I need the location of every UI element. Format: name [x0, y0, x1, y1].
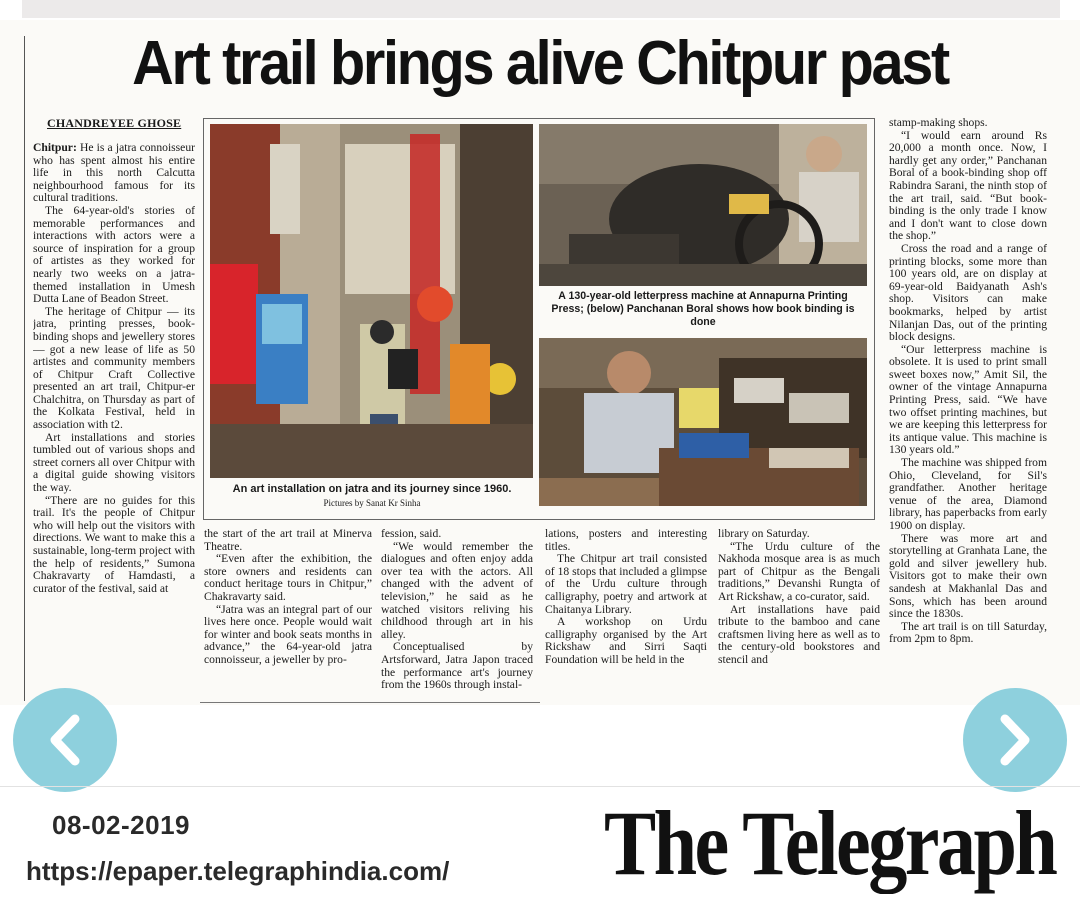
paragraph: The 64-year-old's stories of memorable performances and interactions with actors were a source of inspiration for a group of artistes as they worked for nearly two weeks on a jatra-themed installation in Umesh Dutta Lane of Beadon Street.: [33, 203, 195, 306]
letterpress-photo: [539, 124, 867, 286]
paragraph: There was more art and storytelling at Granhata Lane, the gold and silver jewellery hub. Visitors got to make their own sandesh at Makhanlal Das and Sons, which has been around since the 1830s.: [889, 531, 1047, 621]
paragraph: Cross the road and a range of printing blocks, some more than 100 years old, are on display at 69-year-old Baidyanath Ash's shop. Visitors can make bookmarks, helped by artist Nilanjan Das, out of the printing block designs.: [889, 241, 1047, 344]
paragraph: “Even after the exhibition, the store owners and residents can conduct heritage tours in Chitpur,” Chakravarty said.: [204, 552, 372, 603]
paragraph: A workshop on Urdu calligraphy organised by the Art Rickshaw and Sirri Saqti Foundation will be held in the: [545, 615, 707, 666]
paragraph: Conceptualised by Artsforward, Jatra Japon traced the performance art's journey from the 1960s through instal-: [381, 640, 533, 692]
paragraph: “I would earn around Rs 20,000 a month once. Now, I hardly get any order,” Panchanan Boral of a book-binding shop off Rabindra Sarani, the ninth stop of the art trail, said. “But book-binding is the only trade I know and I don't want to close down the shop.”: [889, 128, 1047, 243]
article-column-6: [889, 117, 1047, 700]
article-column-2: [204, 528, 372, 700]
source-url: https://epaper.telegraphindia.com/: [26, 856, 450, 886]
paragraph: The heritage of Chitpur — its jatra, printing presses, book-binding shops and jewellery stores — got a new lease of life as 50 artistes and community members of Chitpur Craft Collective presented an art trail, Chitpur-er Chalchitra, on Thursday as part of the Kolkata Festival, held in association with t2.: [33, 304, 195, 432]
paragraph: “We would remember the dialogues and often enjoy adda over tea with the actors. All changed with the advent of television,” he said as he watched visitors reliving his childhood through art in his alley.: [381, 539, 533, 641]
paragraph: Art installations and stories tumbled out of various shops and street corners all over Chitpur with a digital guide showing visitors the way.: [33, 430, 195, 495]
article-column-4: [545, 528, 707, 700]
article-column-5: [718, 528, 880, 700]
chevron-right-icon: [995, 713, 1035, 767]
dateline: Chitpur:: [33, 142, 77, 154]
paragraph: stamp-making shops.: [889, 117, 988, 129]
paragraph: “Our letterpress machine is obsolete. It is used to print small sweet boxes now,” Amit Sil, the owner of the vintage Annapurna Printing Press, said. “We have two offset printing machines, but we are keeping this letterpress for its antique value. This machine is 130 years old.”: [889, 342, 1047, 457]
article-column-3: [381, 528, 533, 700]
paragraph: “The Urdu culture of the Nakhoda mosque area is as much part of Chitpur as the Bengali traditions,” Devanshi Rungta of Art Rickshaw, a co-curator, said.: [718, 539, 880, 603]
photo-caption: An art installation on jatra and its journey since 1960.: [232, 483, 512, 495]
paragraph: the start of the art trail at Minerva Theatre.: [204, 528, 372, 553]
paragraph: lations, posters and interesting titles.: [545, 528, 707, 553]
photo-credit: Pictures by Sanat Kr Sinha: [323, 498, 421, 508]
byline: CHANDREYEE GHOSE: [47, 116, 182, 130]
publication-date: 08-02-2019: [52, 810, 190, 840]
column-rule: [24, 36, 25, 701]
article-column-1: [33, 142, 195, 702]
article-headline: Art trail brings alive Chitpur past: [132, 29, 948, 98]
divider: [200, 702, 540, 703]
photo-caption: A 130-year-old letterpress machine at Annapurna Printing Press; (below) Panchanan Boral shows how book binding is done: [551, 290, 855, 328]
newspaper-masthead: The Telegraph: [604, 792, 1056, 894]
paragraph: The Chitpur art trail consisted of 18 stops that included a glimpse of the Urdu culture through calligraphy, poetry and artwork at Chaitanya Library.: [545, 552, 707, 616]
art-installation-photo: [210, 124, 533, 478]
paragraph: The art trail is on till Saturday, from 2pm to 8pm.: [889, 619, 1047, 646]
next-page-button[interactable]: [963, 688, 1067, 792]
paragraph-text: He is a jatra connoisseur who has spent almost his entire life in this north Calcutta neighbourhood famous for its cultural traditions.: [33, 142, 195, 205]
paragraph: “Jatra was an integral part of our lives here once. People would wait for winter and book seats months in advance,” the 64-year-old jatra connoisseur, a jeweller by pro-: [204, 602, 372, 666]
footer-divider: [0, 786, 1080, 787]
paragraph: [33, 142, 195, 205]
paragraph: library on Saturday.: [718, 528, 810, 540]
book-binding-photo: [539, 338, 867, 506]
top-strip: [22, 0, 1060, 18]
paragraph: Art installations have paid tribute to the bamboo and cane craftsmen living here as well as to the century-old bookstores and stencil and: [718, 602, 880, 666]
chevron-left-icon: [45, 713, 85, 767]
previous-page-button[interactable]: [13, 688, 117, 792]
paragraph: The machine was shipped from Ohio, Cleveland, for Sil's grandfather. Another heritage venue of the area, Diamond library, has paperbacks from early 1900 on display.: [889, 456, 1047, 532]
paragraph: fession, said.: [381, 528, 442, 540]
paragraph: “There are no guides for this trail. It's the people of Chitpur who will help out the visitors with directions. We want to make this a sustainable, long-term project with the help of residents,” Sumona Chakravarty of Hamdasti, a curator of the festival, said at: [33, 493, 195, 595]
